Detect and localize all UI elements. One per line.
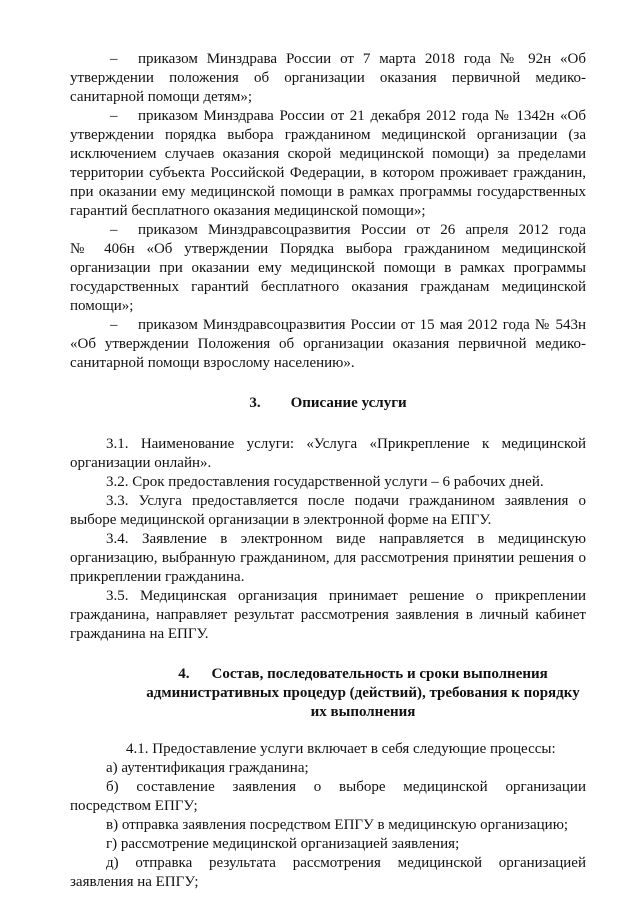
section-3-item-1 <box>70 435 586 473</box>
section-4-heading <box>70 665 586 722</box>
section-3-item-5 <box>70 587 586 644</box>
text-line: 3.1. Наименование услуги: «Услуга «Прикрепление к медицинской <box>106 436 586 452</box>
text-line: 3.3. Услуга предоставляется после подачи гражданином заявления о <box>106 493 586 509</box>
section-title: Описание услуги <box>290 395 407 411</box>
text-line: – приказом Минздравсоцразвития России от 15 мая 2012 года № 543н <box>70 316 586 335</box>
section-3-item-3 <box>70 492 586 530</box>
text-line: гражданина на ЕПГУ. <box>70 626 209 642</box>
text-line: 3.2. Срок предоставления государственной услуги – 6 рабочих дней. <box>106 474 544 490</box>
text-line: – приказом Минздрава России от 7 марта 2018 года № 92н «Об <box>70 50 586 69</box>
text-line: 3.5. Медицинская организация принимает решение о прикреплении <box>106 588 586 604</box>
text-line: – приказом Минздрава России от 21 декабря 2012 года № 1342н «Об <box>70 107 586 126</box>
section-3-item-4 <box>70 530 586 587</box>
text-line: в) отправка заявления посредством ЕПГУ в медицинскую организацию; <box>106 817 569 833</box>
dash: – <box>110 222 118 238</box>
section-number: 4. <box>178 666 190 682</box>
section-title-line: 4. Состав, последовательность и сроки выполнения <box>178 666 548 682</box>
process-item-v <box>70 816 586 835</box>
dash: – <box>110 317 118 333</box>
text-line: исключением случаев оказания скорой медицинской помощи) за пределами <box>70 146 586 162</box>
process-item-b <box>70 778 586 816</box>
text-line: выборе медицинской организации в электронной форме на ЕПГУ. <box>70 512 492 528</box>
text-line: посредством ЕПГУ; <box>70 798 198 814</box>
text-line: государственных гарантий бесплатного оказания гражданам медицинской <box>70 279 586 295</box>
process-item-a <box>70 759 586 778</box>
section-3-item-2 <box>70 473 586 492</box>
section-3-heading <box>70 394 586 413</box>
process-item-g <box>70 835 586 854</box>
text-line: санитарной помощи детям»; <box>70 89 253 105</box>
text-line: организации при оказании ему медицинской помощи в рамках программы <box>70 260 586 276</box>
section-4-intro: 4.1. Предоставление услуги включает в себя следующие процессы: <box>126 741 556 757</box>
text-line: организации онлайн». <box>70 455 212 471</box>
text-line: 3.4. Заявление в электронном виде направляется в медицинскую <box>106 531 586 547</box>
dash: – <box>110 51 118 67</box>
process-item-d <box>70 854 586 892</box>
document-body <box>70 50 586 892</box>
text-line: а) аутентификация гражданина; <box>106 760 309 776</box>
order-item-3 <box>70 221 586 316</box>
text-line: организацию, выбранную гражданином, для рассмотрения принятии решения о <box>70 550 586 566</box>
section-title-line: административных процедур (действий), требования к порядку <box>146 685 580 701</box>
dash: – <box>110 108 118 124</box>
text-line: б) составление заявления о выборе медицинской организации <box>106 779 586 795</box>
text-line: – приказом Минздравсоцразвития России от 26 апреля 2012 года <box>70 221 586 240</box>
text-line: утверждении порядка выбора гражданином медицинской организации (за <box>70 127 586 143</box>
text-line: при оказании ему медицинской помощи в рамках программы государственных <box>70 184 586 200</box>
text-line: утверждении положения об организации оказания первичной медико- <box>70 70 586 86</box>
text-line: территории субъекта Российской Федерации, в котором проживает гражданин, <box>70 165 586 181</box>
order-item-1 <box>70 50 586 107</box>
section-number: 3. <box>249 395 261 411</box>
text-line: «Об утверждении Положения об организации оказания первичной медико- <box>70 336 586 352</box>
text-line: прикреплении гражданина. <box>70 569 245 585</box>
order-item-4 <box>70 316 586 373</box>
section-title-line: их выполнения <box>310 704 416 720</box>
text-line: помощи»; <box>70 298 134 314</box>
text-line: гражданина, направляет результат рассмотрения заявления в личный кабинет <box>70 607 586 623</box>
text-line: санитарной помощи взрослому населению». <box>70 355 355 371</box>
text-line: заявления на ЕПГУ; <box>70 874 199 890</box>
text-line: д) отправка результата рассмотрения медицинской организацией <box>106 855 586 871</box>
text-line: г) рассмотрение медицинской организацией заявления; <box>106 836 460 852</box>
order-item-2 <box>70 107 586 221</box>
text-line: гарантий бесплатного оказания медицинской помощи»; <box>70 203 426 219</box>
text-line: № 406н «Об утверждении Порядка выбора гражданином медицинской <box>70 241 586 257</box>
